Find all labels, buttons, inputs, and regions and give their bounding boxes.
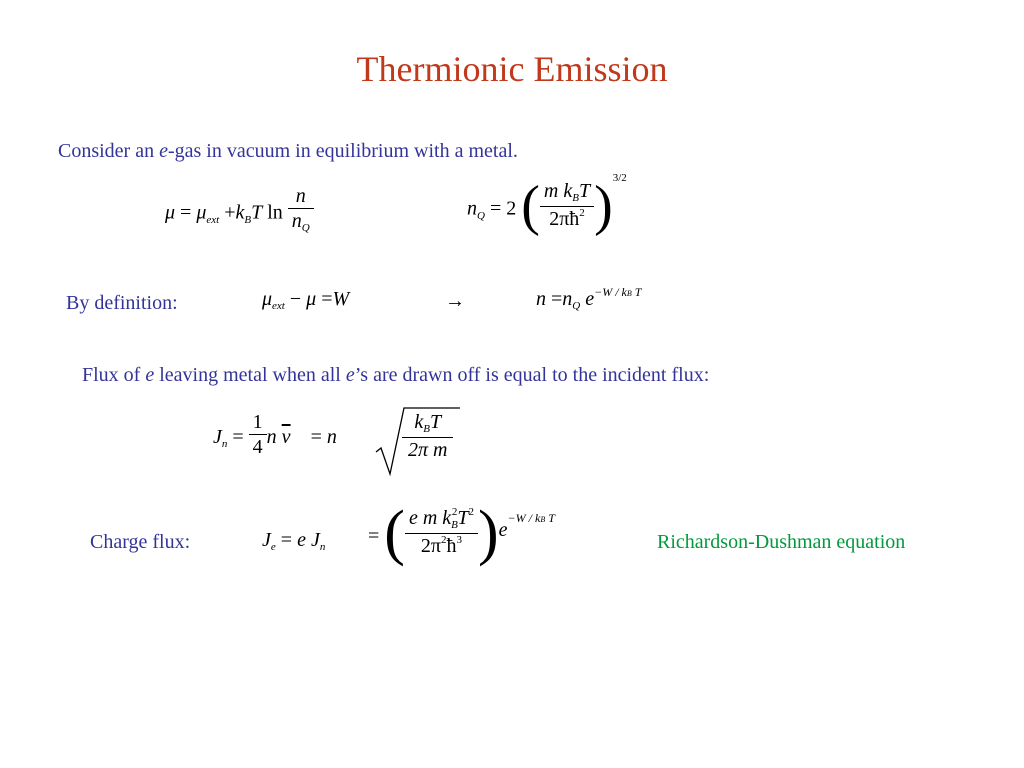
t-symbol: T	[429, 411, 442, 433]
fraction-denominator	[540, 207, 594, 234]
b-subscript: B	[451, 518, 458, 531]
outer-exponent: 3/2	[612, 171, 627, 184]
mu-ext-symbol: μ	[196, 201, 207, 224]
equation-chemical-potential	[165, 185, 314, 240]
equals-sign: =	[232, 426, 244, 449]
exponent	[594, 285, 641, 299]
w-symbol: W	[332, 288, 350, 310]
fraction-denominator: 4	[252, 436, 263, 458]
nq-symbol: n	[562, 288, 573, 310]
n-subscript: n	[319, 541, 326, 553]
mu-ext-symbol: μ	[262, 288, 273, 310]
q-subscript: Q	[572, 300, 581, 312]
flux-description	[82, 362, 709, 388]
nq-symbol: n	[291, 210, 302, 232]
flux-part-3: ’s are drawn off is equal to the incident flux:	[354, 364, 710, 386]
j-symbol: J	[213, 426, 222, 449]
coefficient-two: 2	[506, 197, 517, 220]
fraction-numerator: n	[288, 184, 314, 209]
mu-symbol: μ	[165, 201, 176, 224]
k-symbol: k	[563, 179, 573, 202]
left-paren: (	[384, 499, 405, 567]
b-subscript: B	[423, 423, 430, 435]
equation-particle-flux	[213, 411, 337, 463]
e-subscript: e	[270, 541, 276, 553]
fraction-denominator	[288, 209, 314, 236]
m-symbol: m	[543, 179, 559, 202]
equals-sign: =	[368, 524, 380, 547]
flux-part-2: leaving metal when all	[154, 364, 346, 386]
equals-sign: =	[551, 288, 563, 310]
equation-richardson-rhs	[368, 499, 555, 567]
t-symbol: T	[457, 506, 469, 529]
hbar-exponent: 3	[456, 533, 463, 546]
exponent-text: −W / k	[507, 510, 541, 525]
plus-sign: +	[224, 201, 236, 224]
charge-flux-label: Charge flux:	[90, 531, 191, 553]
exponent	[508, 511, 555, 525]
denominator-text: 2πħ	[549, 207, 580, 230]
hbar-symbol: ħ	[446, 534, 457, 557]
fraction-richardson	[405, 506, 478, 561]
fraction-kt-over-2pim	[402, 410, 453, 462]
implies-arrow: →	[445, 290, 465, 312]
n-symbol-2: n	[326, 426, 337, 449]
page-title: Thermionic Emission	[356, 49, 668, 89]
fraction-numerator	[402, 410, 453, 438]
equals-sign: =	[280, 529, 293, 551]
fraction-numerator	[540, 179, 594, 207]
equation-electron-density	[536, 285, 642, 312]
fraction-denominator: 2π m	[408, 439, 448, 461]
flux-e-2: e	[345, 364, 355, 386]
intro-text	[58, 138, 518, 164]
by-definition-label: By definition:	[66, 292, 178, 314]
b-subscript: B	[572, 191, 579, 204]
intro-suffix: -gas in vacuum in equilibrium with a metal.	[167, 140, 518, 162]
pi-exponent: 2	[441, 533, 447, 546]
fraction-one-quarter	[249, 410, 267, 459]
equation-quantum-concentration	[467, 171, 627, 238]
ext-subscript: ext	[206, 213, 220, 226]
fraction-numerator	[405, 506, 478, 534]
fraction-numerator: 1	[249, 410, 267, 435]
left-paren: (	[521, 175, 540, 237]
denominator-exponent: 2	[579, 206, 585, 219]
e-base: e	[585, 288, 595, 310]
q-subscript: Q	[477, 209, 485, 222]
k-symbol: k	[235, 201, 245, 224]
t-symbol: T	[578, 179, 591, 202]
n-symbol: n	[536, 288, 546, 310]
flux-part-1: Flux of	[82, 364, 146, 386]
t-symbol: T	[251, 201, 263, 224]
equals-sign: =	[180, 201, 192, 224]
sqrt-radicand	[402, 410, 453, 462]
minus-sign: −	[289, 288, 302, 310]
e-base: e	[498, 518, 508, 541]
ext-subscript: ext	[272, 300, 285, 312]
j-symbol-2: J	[310, 529, 320, 551]
flux-e-1: e	[145, 364, 155, 386]
k-exponent: 2	[451, 505, 458, 518]
exponent-text: −W / k	[594, 285, 627, 299]
v-bar-symbol: $\overline{v}$	[281, 426, 291, 449]
fraction-denominator	[405, 534, 478, 561]
intro-prefix: Consider an	[58, 140, 160, 162]
numerator-text: e m k	[408, 506, 452, 529]
k-symbol: k	[414, 411, 424, 433]
exponent-b-subscript: B	[540, 514, 546, 524]
equation-work-function	[262, 288, 350, 312]
e-charge-symbol: e	[297, 529, 306, 551]
intro-e: e	[159, 140, 168, 162]
exponent-b-subscript: B	[626, 289, 632, 298]
right-paren: )	[594, 175, 613, 237]
richardson-dushman-label: Richardson-Dushman equation	[657, 531, 906, 553]
exponent-t: T	[545, 510, 555, 525]
t-exponent: 2	[468, 505, 474, 518]
nq-symbol: n	[467, 197, 477, 220]
j-symbol: J	[262, 529, 271, 551]
fraction-mkt-over-2pihbar2	[540, 179, 594, 234]
right-paren: )	[478, 499, 499, 567]
b-subscript: B	[244, 213, 252, 226]
ln-operator: ln	[267, 201, 283, 224]
equals-sign: =	[489, 197, 502, 220]
fraction-n-over-nq	[288, 184, 314, 236]
mu-symbol: μ	[306, 288, 317, 310]
denominator-text: 2π	[420, 534, 442, 557]
equation-charge-flux	[262, 529, 326, 553]
n-subscript: n	[221, 438, 228, 451]
exponent-t: T	[631, 285, 642, 299]
n-symbol: n	[266, 426, 277, 449]
q-subscript: Q	[301, 222, 310, 234]
equals-sign: =	[321, 288, 333, 310]
equals-sign-2: =	[310, 426, 322, 449]
